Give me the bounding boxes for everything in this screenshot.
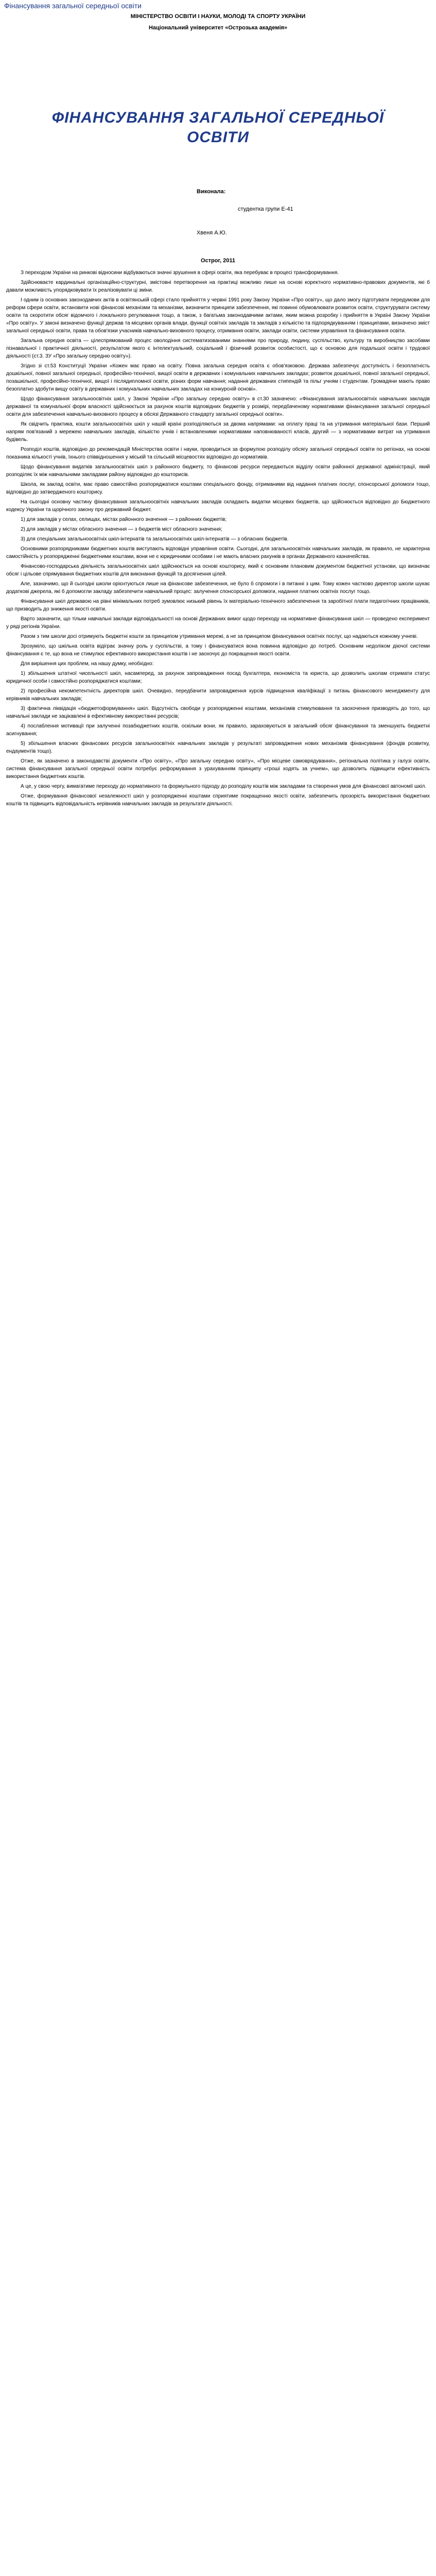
city-year: Острог, 2011 bbox=[200, 258, 236, 264]
paragraph: Основними розпорядниками бюджетних коштів виступають відповідні управління освіти. Сьогодні, для загальноосвітніх навчальних закладів, як правило, не характерна самостійність у розпорядженні бюджетними коштами, вони не є юридичними особами і не мають власних рахунків в органах Державного казначейства. bbox=[6, 546, 430, 560]
paragraph: Фінансування шкіл державою на рівні мінімальних потреб зумовлює низький рівень їх матеріально-технічного забезпечення та заробітної плати педагогічних працівників, що призводить до зниження якості освіти. bbox=[6, 599, 430, 612]
list-item: 1) для закладів у селах, селищах, містах районного значення — з районних бюджетів; bbox=[21, 517, 227, 522]
paragraphs bbox=[6, 269, 430, 808]
author-block bbox=[6, 189, 430, 245]
paragraph: А це, у свою чергу, вимагатиме переходу до нормативного та формульного підходу до розподілу коштів між закладами та створення умов для фінансової автономії шкіл. bbox=[21, 784, 427, 789]
list-item: 4) послаблення мотивації при залученні позабюджетних коштів, оскільки вони, як правило, зараховуються в загальний обсяг фінансування та зменшують бюджетні асигнування; bbox=[6, 723, 430, 737]
paragraph: Варто зазначити, що тільки навчальні заклади відповідальності на основі Державних вимог щодо переходу на нормативне фінансування шкіл — проведено експеримент у ряді регіонів України. bbox=[6, 616, 430, 630]
list-item: 2) для закладів у містах обласного значення — з бюджетів міст обласного значення; bbox=[21, 527, 222, 532]
author-name: Хвеня А.Ю. bbox=[197, 230, 227, 236]
list-item: 2) професійна некомпетентність директорів шкіл. Очевидно, передбачити запровадження курсів підвищення кваліфікації з питань фінансового менеджменту для керівників навчальних закладів; bbox=[6, 688, 430, 702]
document-body bbox=[0, 13, 436, 808]
paragraph: Загальна середня освіта — цілеспрямований процес оволодіння систематизованими знаннями про природу, людину, суспільство, культуру та виробництво засобами пізнавальної і практичної діяльності, результатом якого є інтелектуальний, соціальний і фізичний розвиток особистості, що є основою для подальшої освіти і трудової діяльності (ст.3. ЗУ «Про загальну середню освіту»). bbox=[6, 338, 430, 359]
paragraph: Фінансово-господарська діяльність загальноосвітніх шкіл здійснюється на основі кошторису, який є основним плановим документом бюджетної установи, що визначає обсяг і цільове спрямування бюджетних коштів для виконання функцій та досягнення цілей. bbox=[6, 564, 430, 577]
paragraph: З переходом України на ринкові відносини відбуваються значні зрушення в сфері освіти, яка перебуває в процесі трансформування. bbox=[21, 270, 339, 276]
document-title: ФІНАНСУВАННЯ ЗАГАЛЬНОЇ СЕРЕДНЬОЇ ОСВІТИ bbox=[51, 109, 385, 146]
paragraph: Отже, як зазначено в законодавстві документи «Про освіту», «Про загальну середню освіту», «Про місцеве самоврядування», регіональна політика у галузі освіти, система фінансування загальної середньої освіти потребує реформування з урахуванням принципу «гроші ходять за учнем», що дозволить підвищити ефективність використання бюджетних коштів. bbox=[6, 758, 430, 779]
paragraph: Школа, як заклад освіти, має право самостійно розпоряджатися коштами спеціального фонду, отриманими від надання платних послуг, спонсорської допомоги тощо, відповідно до затвердженого кошторису. bbox=[6, 482, 430, 495]
paragraph: На сьогодні основну частину фінансування загальноосвітніх навчальних закладів складають видатки місцевих бюджетів, що здійснюється відповідно до Бюджетного кодексу України та щорічного закону про державний бюджет. bbox=[6, 499, 430, 513]
ministry-header: МІНІСТЕРСТВО ОСВІТИ І НАУКИ, МОЛОДІ ТА СПОРТУ УКРАЇНИ bbox=[130, 13, 306, 20]
student-group: студентка групи Е-41 bbox=[238, 206, 293, 212]
paragraph: Разом з тим школи досі отримують бюджетні кошти за принципом утримання мережі, а не за принципом фінансування освітніх послуг, що надаються кожному учневі. bbox=[21, 634, 418, 639]
university-header: Національний університет «Острозька академія» bbox=[148, 25, 288, 31]
paragraph: І одним із основних законодавчих актів в освітянській сфері стало прийняття у червні 1991 року Закону України «Про освіту», що дало змогу підготувати передумови для реформ сфери освіти, встановити нові фінансові механізми та механізми, визначити принципи забезпечення, які повинні обумовлювати розвиток освіти, структурувати систему освіти та скоротити обсяг відомчого і локального регулювання тощо, а також, з багатьма законодавчими актами, яким можна розробку і прийняття в Україні Закону України «Про освіту». У законі визначено функції держав та місцевих органів влади, функції освітніх закладів та закладів з кількістю та підпорядкуванням і принципами, визначено зміст загальної середньої освіти, права та обов'язки учасників навчально-виховного процесу, отримання освіти, заклади освіти, системи управління та фінансування освіти. bbox=[6, 297, 430, 334]
paragraph: Зрозуміло, що шкільна освіта відіграє значну роль у суспільстві, а тому і фінансуватися вона повинна відповідно до потреб. Основним недоліком діючої системи фінансування є те, що вона не стимулює ефективного використання коштів і не заохочує до покращення якості освіти. bbox=[6, 643, 430, 657]
done-by-label: Виконала: bbox=[197, 189, 226, 195]
paragraph: Згідно зі ст.53 Конституції України «Кожен має право на освіту. Повна загальна середня освіта є обов'язковою. Держава забезпечує доступність і безоплатність дошкільної, повної загальної середньої, професійно-технічної, вищої освіти в державних і комунальних навчальних закладах; розвиток дошкільної, повної загальної середньої, позашкільної, професійно-технічної, вищої і післядипломної освіти, різних форм навчання; надання державних стипендій та пільг учням і студентам. Громадяни мають право безоплатно здобути вищу освіту в державних і комунальних навчальних закладах на конкурсній основі». bbox=[6, 363, 430, 392]
paragraph: Як свідчить практика, кошти загальноосвітніх шкіл у нашій країні розподіляються за двома напрямами: на оплату праці та на утримання матеріальної бази. Перший напрям пов'язаний з мережею навчальних закладів, кількістю учнів і встановленими нормативами наповнюваності класів, другий — з нормативами витрат на утримання будівель. bbox=[6, 421, 430, 443]
paragraph: Але, зазначимо, що й сьогодні школи орієнтуються лише на фінансове забезпечення, не було б спромоги і в питанні з цим. Тому кожен частково директор школи шукає додаткові джерела, які б допомогли закладу забезпечити навчальний процес: залучення спонсорської допомоги, надання платних освітніх послуг тощо. bbox=[6, 581, 430, 595]
list-item: 3) фактична ліквідація «бюджетоформування» шкіл. Відсутність свободи у розпорядженні коштами, механізмів стимулювання та заохочення призводять до того, що навчальні заклади не зацікавлені в ефективному використанні ресурсів; bbox=[6, 706, 430, 719]
paragraph: Здійснюваєте кардинальні організаційно-структурні, змістовні перетворення на практиці можливо лише на основі коректного нормативно-правових документів, які б давали можливість упорядковувати їх реалізовувати ці зміни. bbox=[6, 280, 430, 293]
paragraph: Щодо фінансування загальноосвітніх шкіл, у Законі України «Про загальну середню освіту» в ст.30 зазначено: «Фінансування загальноосвітніх навчальних закладів державної та комунальної форм власності здійснюється за рахунок коштів відповідних бюджетів у розмірі, передбаченому нормативами фінансування загальної середньої освіти для забезпечення навчально-виховного процесу в обсязі Державного стандарту загальної середньої освіти». bbox=[6, 396, 430, 417]
paragraph: Щодо фінансування видатків загальноосвітніх шкіл з районного бюджету, то фінансові ресурси передаються відділу освіти районної державної адміністрації, який розподіляє їх між навчальними закладами району відповідно до кошторисів. bbox=[6, 464, 430, 478]
page-title: Фінансування загальної середньої освіти bbox=[4, 2, 142, 10]
list-item: 1) збільшення штатної чисельності шкіл, насамперед, за рахунок запровадження посад бухгалтера, економіста та юриста, що дозволить школам отримати статус юридичної особи і самостійно розпоряджатися коштами; bbox=[6, 671, 430, 684]
paragraph: Отже, формування фінансової незалежності шкіл у розпорядженні коштами сприятиме покращенню якості освіти, забезпечить прозорість використання бюджетних коштів та підвищить відповідальність керівників навчальних закладів за результати діяльності. bbox=[6, 793, 430, 807]
paragraph: Для вирішення цих проблем, на нашу думку, необхідно: bbox=[21, 661, 154, 667]
paragraph: Розподіл коштів, відповідно до рекомендацій Міністерства освіти і науки, проводиться за формулою розподілу обсягу загальної середньої освіти по регіонах, на основі показника кількості учнів, їхнього співвідношення у міській та сільській місцевостях відповідно до нормативів. bbox=[6, 447, 430, 460]
list-item: 3) для спеціальних загальноосвітніх шкіл-інтернатів та загальноосвітніх шкіл-інтернатів — з обласних бюджетів. bbox=[21, 536, 289, 542]
list-item: 5) збільшення власних фінансових ресурсів загальноосвітніх навчальних закладів у результаті запровадження нових механізмів фінансування (фондів розвитку, ендаументів тощо). bbox=[6, 741, 430, 754]
